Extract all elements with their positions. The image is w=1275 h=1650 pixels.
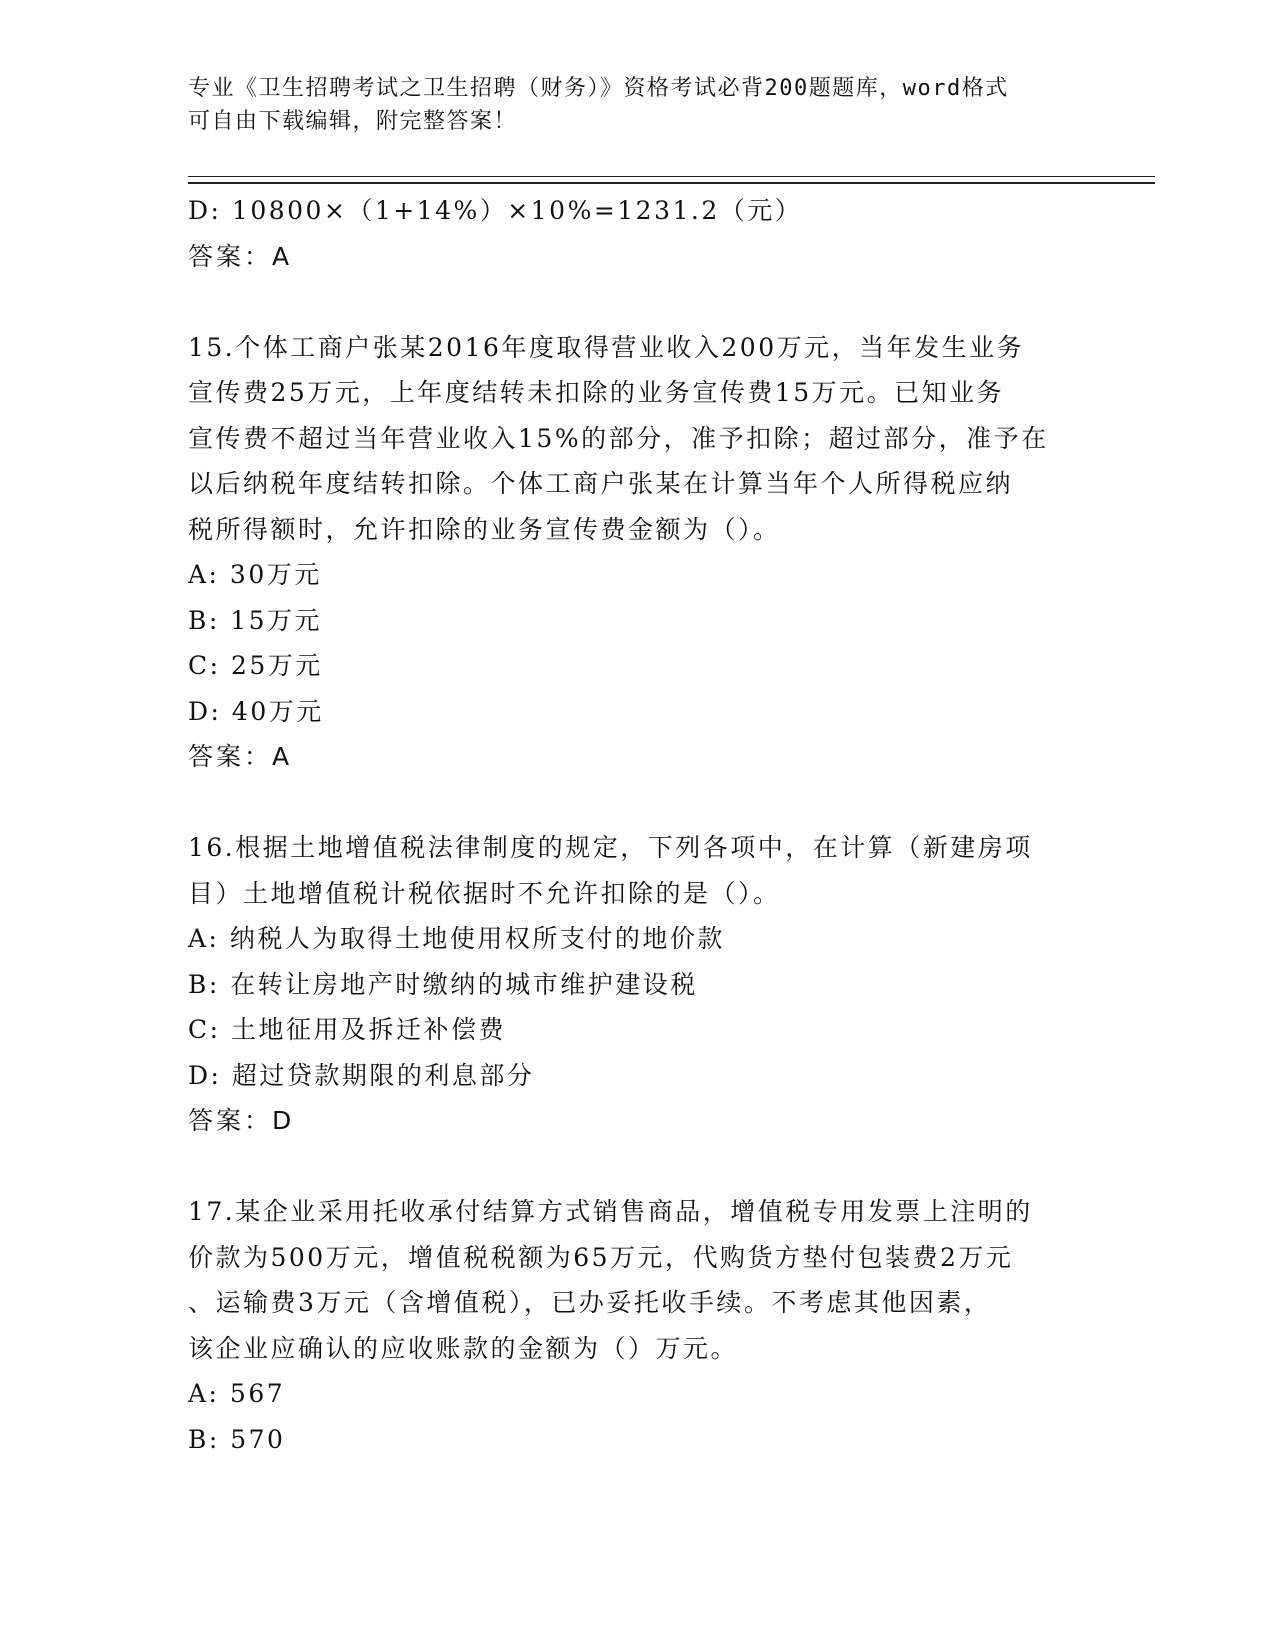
prev-option-d: D: 10800×（1+14%）×10%=1231.2（元） xyxy=(188,196,803,225)
question-stem-line: 17.某企业采用托收承付结算方式销售商品，增值税专用发票上注明的 xyxy=(188,1197,1033,1226)
header-divider xyxy=(188,176,1155,184)
question-16 xyxy=(188,825,1088,1144)
option-a: A: 567 xyxy=(188,1379,286,1408)
question-stem-line: 目）土地增值税计税依据时不允许扣除的是（）。 xyxy=(188,878,781,908)
question-stem-line: 该企业应确认的应收账款的金额为（）万元。 xyxy=(188,1333,739,1363)
question-15 xyxy=(188,325,1088,780)
option-c: C: 土地征用及拆迁补偿费 xyxy=(188,1015,506,1044)
spacer xyxy=(188,780,1088,826)
option-d: D: 40万元 xyxy=(188,696,324,726)
option-d: D: 超过贷款期限的利息部分 xyxy=(188,1060,535,1090)
document-body xyxy=(188,188,1088,1462)
spacer xyxy=(188,1144,1088,1190)
question-stem-line: 以后纳税年度结转扣除。个体工商户张某在计算当年个人所得税应纳 xyxy=(188,469,1014,498)
option-b: B: 在转让房地产时缴纳的城市维护建设税 xyxy=(188,969,698,999)
question-stem-line: 宣传费25万元，上年度结转未扣除的业务宣传费15万元。已知业务 xyxy=(188,378,1005,407)
question-stem-line: 宣传费不超过当年营业收入15%的部分，准予扣除；超过部分，准予在 xyxy=(188,423,1049,453)
spacer xyxy=(188,279,1088,325)
question-stem-line: 税所得额时，允许扣除的业务宣传费金额为（）。 xyxy=(188,514,781,544)
question-17 xyxy=(188,1189,1088,1462)
answer: 答案：D xyxy=(188,1106,295,1135)
question-stem-line: 、运输费3万元（含增值税），已办妥托收手续。不考虑其他因素， xyxy=(188,1288,992,1317)
option-b: B: 15万元 xyxy=(188,605,323,635)
header-title-line-1: 专业《卫生招聘考试之卫生招聘（财务）》资格考试必背200题题库，word格式 xyxy=(188,76,1009,101)
option-a: A: 纳税人为取得土地使用权所支付的地价款 xyxy=(188,924,725,953)
question-stem-line: 16.根据土地增值税法律制度的规定，下列各项中，在计算（新建房项 xyxy=(188,833,1033,862)
prev-answer: 答案：A xyxy=(188,241,293,271)
question-stem-line: 15.个体工商户张某2016年度取得营业收入200万元，当年发生业务 xyxy=(188,332,1025,362)
page-header xyxy=(188,72,1088,138)
option-a: A: 30万元 xyxy=(188,560,322,589)
option-c: C: 25万元 xyxy=(188,651,323,680)
question-stem-line: 价款为500万元，增值税税额为65万元，代购货方垫付包装费2万元 xyxy=(188,1242,1014,1272)
header-title-line-2: 可自由下载编辑，附完整答案！ xyxy=(188,109,518,134)
answer: 答案：A xyxy=(188,742,293,771)
option-b: B: 570 xyxy=(188,1424,286,1454)
